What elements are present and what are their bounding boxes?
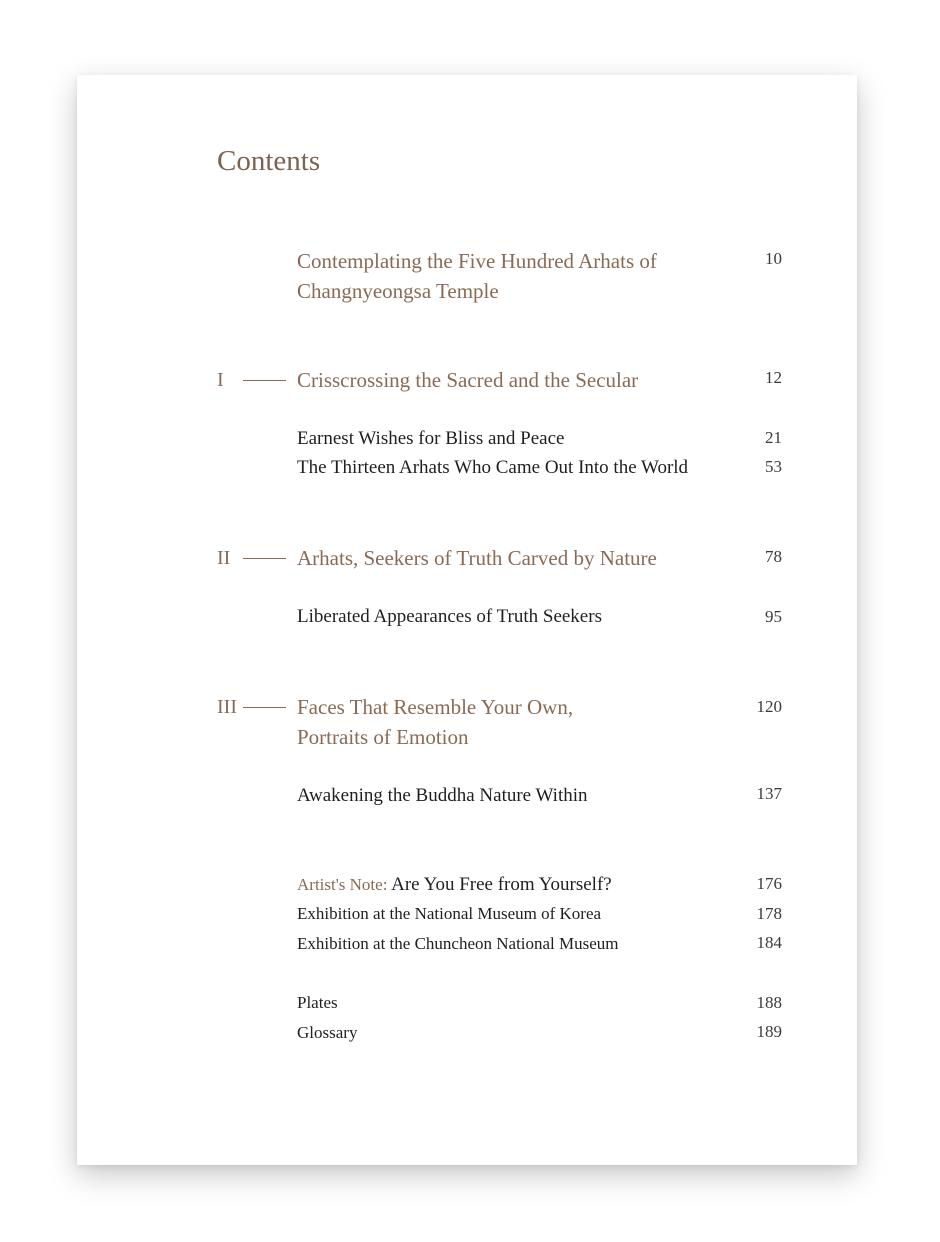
toc-page-number: 120 <box>756 697 782 716</box>
section-numeral: II <box>217 547 231 569</box>
section-numeral: I <box>217 369 224 391</box>
toc-page-number: 137 <box>756 784 782 803</box>
toc-entry[interactable]: Plates <box>297 993 338 1012</box>
toc-entry[interactable]: Earnest Wishes for Bliss and Peace <box>297 428 565 449</box>
toc-page-number: 78 <box>765 547 782 566</box>
toc-entry[interactable]: Awakening the Buddha Nature Within <box>297 785 588 806</box>
toc-page-number: 188 <box>756 993 782 1012</box>
section-rule <box>243 707 286 708</box>
book-page <box>77 75 857 1165</box>
section-rule <box>243 558 286 559</box>
toc-section-title-line1: Faces That Resemble Your Own, <box>297 695 574 719</box>
section-numeral: III <box>217 696 237 718</box>
section-rule <box>243 380 286 381</box>
toc-entry[interactable]: The Thirteen Arhats Who Came Out Into the World <box>297 457 689 478</box>
toc-page-number: 176 <box>756 874 782 893</box>
toc-page-number: 53 <box>765 457 782 476</box>
toc-section-title-line2: Portraits of Emotion <box>297 725 469 749</box>
toc-entry-artists-note[interactable] <box>297 870 612 900</box>
toc-page-number: 12 <box>765 368 782 387</box>
toc-section-title[interactable] <box>297 692 573 752</box>
toc-entry-prefix: Artist's Note: <box>297 875 388 894</box>
toc-page-number: 178 <box>756 904 782 923</box>
toc-entry-title-line1: Contemplating the Five Hundred Arhats of <box>297 249 657 273</box>
toc-entry[interactable]: Glossary <box>297 1023 358 1042</box>
toc-entry[interactable]: Exhibition at the Chuncheon National Museum <box>297 934 619 953</box>
toc-page-number: 184 <box>756 933 782 952</box>
toc-section-title[interactable]: Crisscrossing the Sacred and the Secular <box>297 368 639 392</box>
toc-page-number: 10 <box>765 249 782 268</box>
page-title: Contents <box>217 145 321 177</box>
toc-entry-intro[interactable] <box>297 246 657 306</box>
toc-entry[interactable]: Liberated Appearances of Truth Seekers <box>297 606 602 627</box>
toc-section-title[interactable]: Arhats, Seekers of Truth Carved by Nature <box>297 546 657 570</box>
toc-page-number: 189 <box>756 1022 782 1041</box>
toc-page-number: 95 <box>765 607 782 626</box>
toc-entry[interactable]: Exhibition at the National Museum of Korea <box>297 904 602 923</box>
toc-entry-label: Are You Free from Yourself? <box>391 874 612 895</box>
toc-entry-title-line2: Changnyeongsa Temple <box>297 279 499 303</box>
toc-page-number: 21 <box>765 428 782 447</box>
